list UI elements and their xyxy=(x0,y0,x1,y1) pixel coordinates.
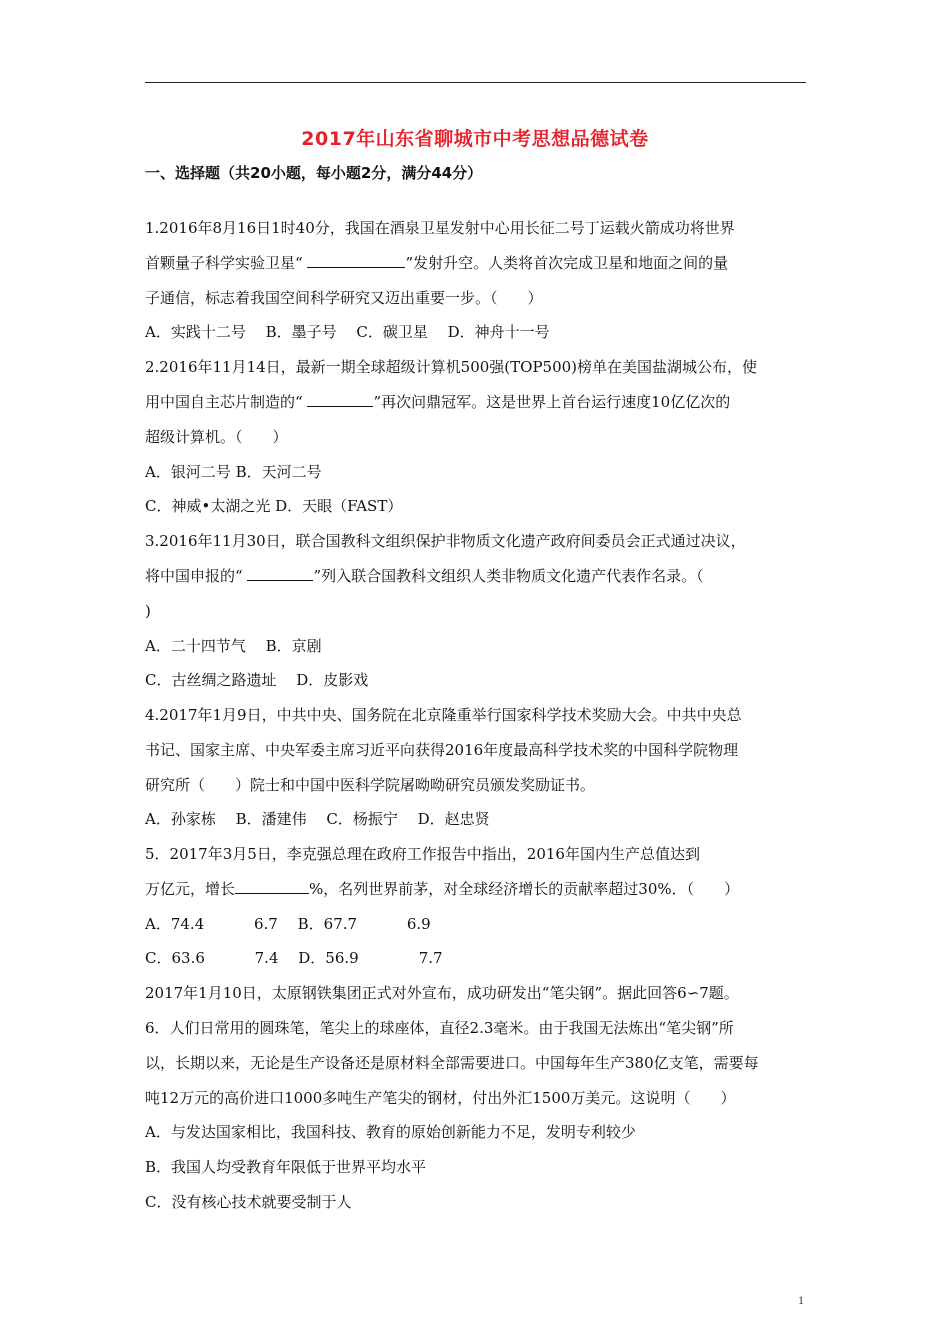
q5-option-ab: A．74.4 6.7 B．67.7 6.9 xyxy=(145,915,431,933)
q4-line-3: 研究所（ ）院士和中国中医科学院屠呦呦研究员颁发奖励证书。 xyxy=(145,776,596,794)
q1-line-3: 子通信，标志着我国空间科学研究又迈出重要一步。（ ） xyxy=(145,289,543,307)
header-rule xyxy=(145,82,806,83)
page-number: 1 xyxy=(798,1293,804,1307)
q6-option-a: A．与发达国家相比，我国科技、教育的原始创新能力不足，发明专利较少 xyxy=(145,1123,636,1141)
q3-option-cd: C．古丝绸之路遗址 D．皮影戏 xyxy=(145,671,369,689)
section-heading: 一、选择题（共20小题，每小题2分，满分44分） xyxy=(145,164,483,182)
q6-line-1: 6．人们日常用的圆珠笔，笔尖上的球座体，直径2.3毫米。由于我国无法炼出“笔尖钢”所 xyxy=(145,1019,734,1037)
q2-option-cd: C．神威•太湖之光 D．天眼（FAST） xyxy=(145,497,403,515)
q5-line-2: 万亿元，增长 %，名列世界前茅，对全球经济增长的贡献率超过30%．（ ） xyxy=(145,880,740,898)
q2-line-3: 超级计算机。（ ） xyxy=(145,428,288,446)
q2-line-1: 2.2016年11月14日，最新一期全球超级计算机500强(TOP500)榜单在美国盐湖城公布，使 xyxy=(145,358,758,376)
q3-line-1: 3.2016年11月30日，联合国教科文组织保护非物质文化遗产政府间委员会正式通过决议， xyxy=(145,532,746,550)
q5-answer-blank xyxy=(235,879,309,894)
q6-option-b: B．我国人均受教育年限低于世界平均水平 xyxy=(145,1158,427,1176)
q3-option-ab: A．二十四节气 B．京剧 xyxy=(145,637,322,655)
q4-options: A．孙家栋 B．潘建伟 C．杨振宁 D．赵忠贤 xyxy=(145,810,490,828)
page-title: 2017年山东省聊城市中考思想品德试卷 xyxy=(301,128,649,150)
q1-line-1: 1.2016年8月16日1时40分，我国在酒泉卫星发射中心用长征二号丁运载火箭成功将世界 xyxy=(145,219,735,237)
q2-answer-blank xyxy=(307,392,373,407)
q6-7-intro: 2017年1月10日，太原钢铁集团正式对外宣布，成功研发出“笔尖钢”。据此回答6∽7题。 xyxy=(145,984,739,1002)
q5-option-cd: C．63.6 7.4 D．56.9 7.7 xyxy=(145,949,443,967)
q6-option-c: C．没有核心技术就要受制于人 xyxy=(145,1193,352,1211)
q2-line-2: 用中国自主芯片制造的“ ”再次问鼎冠军。这是世界上首台运行速度10亿亿次的 xyxy=(145,393,731,411)
q6-line-2: 以，长期以来，无论是生产设备还是原材料全部需要进口。中国每年生产380亿支笔，需要每 xyxy=(145,1054,759,1072)
q4-line-1: 4.2017年1月9日，中共中央、国务院在北京隆重举行国家科学技术奖励大会。中共中央总 xyxy=(145,706,742,724)
q3-answer-blank xyxy=(247,566,313,581)
q4-line-2: 书记、国家主席、中央军委主席习近平向获得2016年度最高科学技术奖的中国科学院物理 xyxy=(145,741,739,759)
q1-options: A．实践十二号 B．墨子号 C．碳卫星 D．神舟十一号 xyxy=(145,323,550,341)
q3-line-3: ) xyxy=(145,602,151,620)
q6-line-3: 吨12万元的高价进口1000多吨生产笔尖的钢材，付出外汇1500万美元。这说明（ ） xyxy=(145,1089,736,1107)
q1-answer-blank xyxy=(307,253,405,268)
q2-option-ab: A．银河二号 B．天河二号 xyxy=(145,463,322,481)
q3-line-2: 将中国申报的“ ”列入联合国教科文组织人类非物质文化遗产代表作名录。（ xyxy=(145,567,704,585)
q5-line-1: 5．2017年3月5日，李克强总理在政府工作报告中指出，2016年国内生产总值达到 xyxy=(145,845,700,863)
q1-line-2: 首颗量子科学实验卫星“ ”发射升空。人类将首次完成卫星和地面之间的量 xyxy=(145,254,729,272)
